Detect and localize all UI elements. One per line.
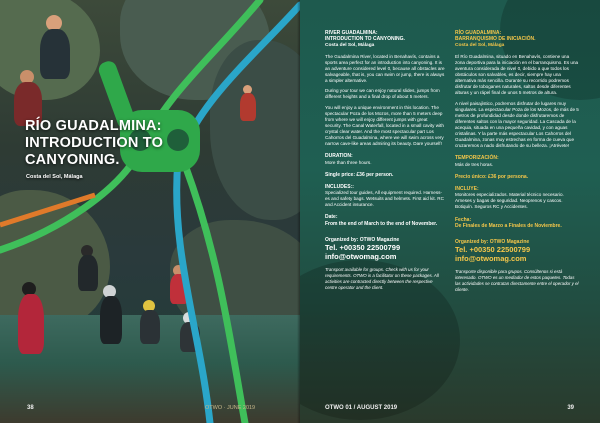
spanish-paragraph: El Río Guadalmina, situado en Benahavís, contiene una zona deportiva para la iniciación en el barranquismo. Es una aventura considerada de nivel 0, debido a que todos los obstáculos son salvables, es decir, siempre hay una alternativa más sencilla. Durante su recorrido podremos disfrutar de toboganes naturales, saltos desde diferentes alturas y un rápel final de unos 5 metros de altura. [455, 53, 579, 96]
right-page-number: 39 [567, 405, 574, 411]
phone-number: Tel. +00350 22500799 [455, 245, 531, 255]
left-page-title [25, 118, 275, 169]
english-heading: RIVER GUADALMINA: [325, 30, 378, 36]
price-text: Precio único: £36 por persona. [455, 173, 529, 180]
right-page-text [300, 0, 600, 423]
duration-label: TEMPORIZACIÓN: [455, 155, 499, 162]
english-paragraph: The Guadalmina River, located in Benahavís, contains a sports area perfect for an introduction into canyoning. It is an adventure considered level 0, because all obstacles are salvageable, that is, you can swim or jump, there is always a simpler alternative. [325, 53, 445, 84]
left-page-location: Costa del Sol, Málaga [26, 174, 83, 180]
email-address: info@otwomag.com [325, 252, 397, 262]
spanish-location: Costa del Sol, Málaga [455, 42, 505, 48]
green-rope-lower [185, 165, 245, 423]
duration-value: Más de tres horas. [455, 161, 494, 167]
duration-value: More than three hours. [325, 159, 372, 165]
date-label: Fecha: [455, 216, 472, 223]
spanish-note: Transporte disponible para grupos. Consúltenos si está interesado. OTWO es un mediador de estos paquetes. Todas las actividades se contratan directamente entre el operador y el cliente. [455, 269, 579, 293]
price-text: Single price: £36 per person. [325, 171, 394, 178]
right-page-footer: OTWO 01 / AUGUST 2019 [325, 405, 398, 411]
includes-value: Specialized tour guides, All equipment required. Harness-es and safety bags. Wetsuits and helmets. First aid kit. RC and Accident insurance. [325, 190, 444, 208]
english-column [325, 30, 445, 291]
includes-label: INCLUDES:: [325, 183, 354, 190]
left-page-footer: OTWO · JUNE 2019 [205, 405, 256, 411]
date-label: Date: [325, 214, 338, 221]
date-value: De Finales de Marzo a Finales de Noviembre. [455, 222, 562, 229]
date-value: From the end of March to the end of November. [325, 220, 438, 227]
english-heading: INTRODUCTION TO CANYONING. [325, 36, 405, 43]
spanish-heading: RÍO GUADALMINA: [455, 30, 502, 36]
organizer: Organized by: OTWO Magazine [455, 239, 530, 246]
title-line: RÍO GUADALMINA: [25, 118, 162, 134]
email-address: info@otwomag.com [455, 254, 527, 264]
title-line: INTRODUCTION TO [25, 135, 164, 151]
spanish-paragraph: A nivel paisajístico, podremos disfrutar de lugares muy singulares. La espectacular Poza de los Mozos, de más de 5 metros de profundidad desde donde disfrutaremos de diferentes saltos con la mayor seguridad. La Cascada de la acequia, situada en una pequeña cavidad, y con aguas cristalinas. Y la parte más espectacular Los Cahorros del Guadalmina, zonas muy estrechas en forma de cueva que cruzaremos a nado disfrutando de su belleza. ¡Atrévete! [455, 100, 579, 149]
english-paragraph: You will enjoy a unique environment in this location. The spectacular Poza de los Mozos, more than 5 meters deep from where we will enjoy different jumps with great security. The Canal Waterfall, located in a small cavity with crystal clear water. And the most spectacular part Los Cahorros del Guadalmina, where we will swim across very narrow cave-like areas admiring its beauty. Dare yourself! [325, 104, 444, 147]
spanish-column [455, 30, 580, 293]
phone-number: Tel. +00350 22500799 [325, 243, 401, 253]
organizer: Organized by: OTWO Magazine [325, 237, 400, 244]
english-paragraph: During your tour we can enjoy natural slides, jumps from different heights and a final drop of about 5 meters. [325, 88, 440, 100]
includes-value: Monitores especializados. Material técnico necesario. Arneses y bagas de seguridad. Neoprenos y cascos. Botiquín. Seguros RC y Accidentes. [455, 192, 564, 210]
duration-label: DURATION: [325, 153, 353, 160]
includes-label: INCLUYE: [455, 185, 479, 192]
left-page-number: 38 [27, 405, 34, 411]
english-note: Transport available for groups. Check with us for your requirements. OTWO is a facilitator on these packages. All activities are contracted directly between the respective centre operator and the client. [325, 267, 439, 291]
english-location: Costa del Sol, Málaga [325, 42, 375, 48]
spanish-heading: BARRANQUISMO DE INICIACIÓN. [455, 36, 536, 43]
title-line: CANYONING. [25, 152, 120, 168]
